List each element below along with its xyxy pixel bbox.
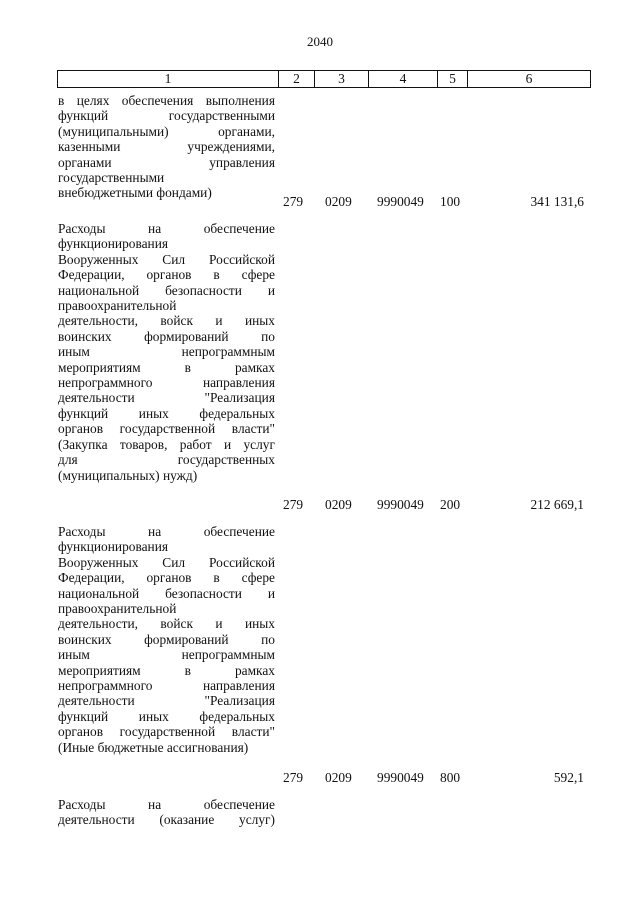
description-line: деятельности "Реализация xyxy=(58,693,275,709)
description-line: Вооруженных Сил Российской xyxy=(58,251,275,267)
cell-ministry: 279 xyxy=(283,497,304,512)
header-col-6: 6 xyxy=(467,70,591,88)
description-line: (муниципальными) органами, xyxy=(58,123,275,139)
description-line: деятельности "Реализация xyxy=(58,390,275,406)
cell-expense-type: 800 xyxy=(440,770,461,785)
row-description xyxy=(58,797,275,828)
header-col-2: 2 xyxy=(278,70,314,88)
description-line: (Иные бюджетные ассигнования) xyxy=(58,739,249,755)
cell-target-article: 9990049 xyxy=(377,770,424,785)
description-line: Вооруженных Сил Российской xyxy=(58,554,275,570)
description-line: для государственных xyxy=(58,452,275,468)
description-line: органов государственной власти" xyxy=(58,724,275,740)
row-description xyxy=(58,221,275,483)
cell-amount: 212 669,1 xyxy=(530,497,584,512)
description-line: государственными xyxy=(58,170,165,186)
description-line: иным непрограммным xyxy=(58,344,275,360)
cell-amount: 592,1 xyxy=(553,770,584,785)
description-line: правоохранительной xyxy=(58,298,177,314)
description-line: деятельности, войск и иных xyxy=(58,313,275,329)
description-line: мероприятиям в рамках xyxy=(58,359,275,375)
description-line: в целях обеспечения выполнения xyxy=(58,93,275,108)
row-description xyxy=(58,524,275,755)
cell-target-article: 9990049 xyxy=(377,497,424,512)
header-col-3: 3 xyxy=(314,70,368,88)
description-line: Расходы на обеспечение xyxy=(58,221,275,236)
cell-ministry: 279 xyxy=(283,194,304,209)
cell-ministry: 279 xyxy=(283,770,304,785)
description-line: функций иных федеральных xyxy=(58,708,275,724)
description-line: органов государственной власти" xyxy=(58,421,275,437)
header-col-1: 1 xyxy=(57,70,278,88)
cell-expense-type: 100 xyxy=(440,194,461,209)
cell-amount: 341 131,6 xyxy=(530,194,584,209)
page-number: 2040 xyxy=(307,34,333,49)
description-line: функций иных федеральных xyxy=(58,405,275,421)
description-line: иным непрограммным xyxy=(58,647,275,663)
description-line: мероприятиям в рамках xyxy=(58,662,275,678)
cell-target-article: 9990049 xyxy=(377,194,424,209)
description-line: Федерации, органов в сфере xyxy=(58,267,275,283)
description-line: функционирования xyxy=(58,539,169,555)
header-col-5: 5 xyxy=(437,70,467,88)
description-line: национальной безопасности и xyxy=(58,282,275,298)
description-line: правоохранительной xyxy=(58,601,177,617)
description-line: Расходы на обеспечение xyxy=(58,524,275,539)
description-line: органами управления xyxy=(58,154,275,170)
cell-section: 0209 xyxy=(325,770,352,785)
description-line: функционирования xyxy=(58,236,169,252)
description-line: (муниципальных) нужд) xyxy=(58,467,198,483)
description-line: деятельности (оказание услуг) xyxy=(58,812,275,828)
description-line: воинских формирований по xyxy=(58,631,275,647)
description-line: воинских формирований по xyxy=(58,328,275,344)
description-line: Федерации, органов в сфере xyxy=(58,570,275,586)
description-line: функций государственными xyxy=(58,108,275,124)
row-description xyxy=(58,93,275,201)
cell-expense-type: 200 xyxy=(440,497,461,512)
header-col-4: 4 xyxy=(368,70,437,88)
description-line: непрограммного направления xyxy=(58,678,275,694)
cell-section: 0209 xyxy=(325,194,352,209)
description-line: непрограммного направления xyxy=(58,375,275,391)
description-line: деятельности, войск и иных xyxy=(58,616,275,632)
description-line: национальной безопасности и xyxy=(58,585,275,601)
description-line: внебюджетными фондами) xyxy=(58,185,212,201)
cell-section: 0209 xyxy=(325,497,352,512)
description-line: Расходы на обеспечение xyxy=(58,797,275,812)
description-line: (Закупка товаров, работ и услуг xyxy=(58,436,275,452)
description-line: казенными учреждениями, xyxy=(58,139,275,155)
